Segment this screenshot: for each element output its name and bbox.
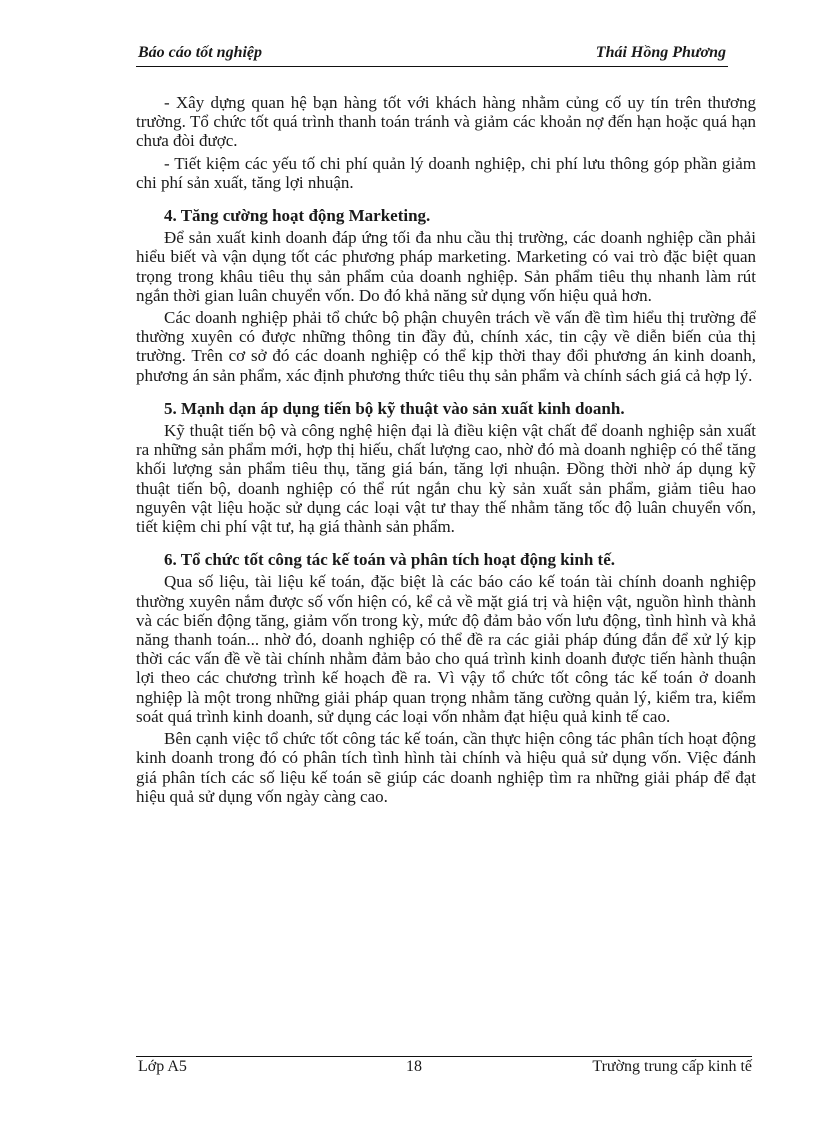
paragraph-marketing-1: Để sản xuất kinh doanh đáp ứng tối đa nhu cầu thị trường, các doanh nghiệp cần phải hiểu biết và vận dụng tốt các phương pháp marketing. Marketing có vai trò đặc biệt quan trọng trong khâu tiêu thụ sản phẩm của doanh nghiệp. Sản phẩm tiêu thụ nhanh làm rút ngắn thời gian luân chuyển vốn. Do đó khả năng sử dụng vốn hiệu quả hơn. — [136, 228, 756, 305]
page-content — [136, 93, 756, 806]
heading-accounting: 6. Tổ chức tốt công tác kế toán và phân tích hoạt động kinh tế. — [164, 550, 615, 570]
page-footer — [136, 1058, 752, 1078]
paragraph-accounting-2: Bên cạnh việc tổ chức tốt công tác kế toán, cần thực hiện công tác phân tích hoạt động kinh doanh trong đó có phân tích tình hình tài chính và hiệu quả sử dụng vốn. Việc đánh giá phân tích các số liệu kế toán sẽ giúp các doanh nghiệp tìm ra những giải pháp để đạt hiệu quả sử dụng vốn ngày càng cao. — [136, 729, 756, 806]
page-number: 18 — [406, 1058, 422, 1075]
header-report-title: Báo cáo tốt nghiệp — [138, 44, 263, 61]
header-author-name: Thái Hồng Phương — [595, 44, 726, 61]
paragraph-cost-saving: - Tiết kiệm các yếu tố chi phí quản lý doanh nghiệp, chi phí lưu thông góp phần giảm chi phí sản xuất, tăng lợi nhuận. — [136, 153, 756, 192]
footer-school-name: Trường trung cấp kinh tế — [592, 1058, 752, 1075]
paragraph-relationships: - Xây dựng quan hệ bạn hàng tốt với khách hàng nhằm củng cố uy tín trên thương trường. Tổ chức tốt quá trình thanh toán tránh và giảm các khoản nợ đến hạn hoặc quá hạn chưa đòi được. — [136, 93, 756, 151]
paragraph-technology: Kỹ thuật tiến bộ và công nghệ hiện đại là điều kiện vật chất để doanh nghiệp sản xuất ra những sản phẩm mới, hợp thị hiếu, chất lượng cao, nhờ đó mà doanh nghiệp có thể tăng khối lượng sản phẩm tiêu thụ, tăng giá bán, tăng lợi nhuận. Đồng thời nhờ áp dụng kỹ thuật tiến bộ, doanh nghiệp có thể rút ngắn chu kỳ sản xuất sản phẩm, giảm tiêu hao nguyên vật liệu hoặc sử dụng các loại vật tư thay thế nhằm tăng tốc độ luân chuyển vốn, tiết kiệm chi phí vật tư, hạ giá thành sản phẩm. — [136, 421, 756, 537]
header-divider — [136, 66, 728, 67]
heading-marketing: 4. Tăng cường hoạt động Marketing. — [164, 206, 431, 226]
footer-divider — [136, 1056, 752, 1057]
paragraph-marketing-2: Các doanh nghiệp phải tổ chức bộ phận chuyên trách về vấn đề tìm hiểu thị trường để thường xuyên có được những thông tin đầy đủ, chính xác, tin cậy về diễn biến của thị trường. Trên cơ sở đó các doanh nghiệp có thể kịp thời thay đổi phương án kinh doanh, phương án sản phẩm, xác định phương thức tiêu thụ sản phẩm và chính sách giá cả hợp lý. — [136, 308, 756, 385]
page-header — [136, 44, 728, 64]
heading-technology: 5. Mạnh dạn áp dụng tiến bộ kỹ thuật vào sản xuất kinh doanh. — [164, 398, 625, 418]
footer-class-label: Lớp A5 — [138, 1058, 187, 1075]
paragraph-accounting-1: Qua số liệu, tài liệu kế toán, đặc biệt là các báo cáo kế toán tài chính doanh nghiệp thường xuyên nắm được số vốn hiện có, kể cả về mặt giá trị và hiện vật, nguồn hình thành và các biến động tăng, giảm vốn trong kỳ, mức độ đảm bảo vốn lưu động, tình hình và khả năng thanh toán... nhờ đó, doanh nghiệp có thể đề ra các giải pháp đúng đắn để xử lý kịp thời các vấn đề về tài chính nhằm đảm bảo cho quá trình kinh doanh được tiến hành thuận lợi theo các chương trình kế hoạch đề ra. Vì vậy tổ chức tốt công tác kế toán ở doanh nghiệp là một trong những giải pháp quan trọng nhằm tăng cường quản lý, kiểm tra, kiểm soát quá trình kinh doanh, sử dụng các loại vốn nhằm đạt hiệu quả kinh tế cao. — [136, 572, 756, 726]
